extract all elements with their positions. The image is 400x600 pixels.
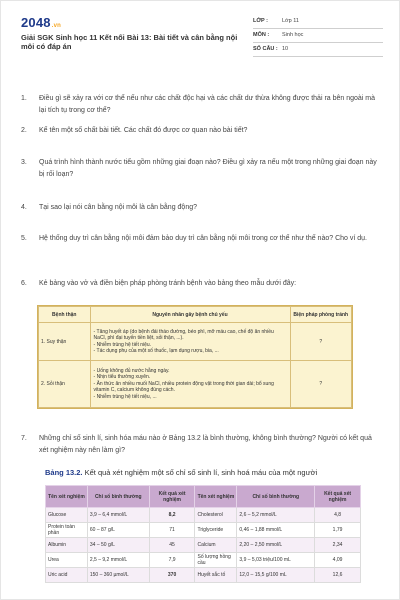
table-row [46, 538, 361, 553]
table-row [39, 361, 352, 408]
table-cell: Triglyceride [195, 523, 237, 538]
question-4: 4. Tại sao lại nói cân bằng nội môi là cân bằng động? [21, 204, 197, 211]
col-header: Kết quả xét nghiệm [315, 486, 361, 508]
meta-count: SỐ CÂU : 10 [253, 43, 383, 57]
question-7: 7. Những chỉ số sinh lí, sinh hóa máu nào ở Bảng 13.2 là bình thường, không bình thường? Người có kết quả xét nghiệm này nên làm gì? [21, 435, 372, 454]
col-header: Chỉ số bình thường [237, 486, 315, 508]
col-header: Tên xét nghiệm [46, 486, 88, 508]
table-row [46, 508, 361, 523]
disease-name: 2. Sỏi thận [39, 361, 91, 408]
table-cell: 0,46 – 1,88 mmol/L [237, 523, 315, 538]
table-cell: 3,9 – 5,03 triệu/100 mL [237, 553, 315, 568]
table-cell: 370 [149, 568, 195, 583]
cause-cell: - Uống không đủ nước hằng ngày. - Nhịn tiểu thường xuyên. - Ăn thức ăn nhiều muối NaCl, nhiều protein động vật trong thời gian dài; bổ sung vitamin C, calcium không đúng cách. - Nhiễm trùng hệ tiết niệu, ... [90, 361, 290, 408]
table-cell: 12,6 [315, 568, 361, 583]
table-cell: Calcium [195, 538, 237, 553]
table-row [46, 568, 361, 583]
table-cell: 60 – 87 g/L [87, 523, 149, 538]
question-5: 5. Hệ thống duy trì cân bằng nội môi đảm bảo duy trì cân bằng nội môi trong cơ thể như thế nào? Cho ví dụ. [21, 235, 367, 242]
col-header: Kết quả xét nghiệm [149, 486, 195, 508]
table-cell: Số lượng hồng cầu [195, 553, 237, 568]
cause-cell: - Tăng huyết áp (do bệnh đái tháo đường, béo phì, mỡ máu cao, chế độ ăn nhiều NaCl, phì đại tuyến tiền liệt, sỏi thận, ...). - Nhiễm trùng hệ tiết niệu. - Tác dụng phụ của một số thuốc, lạm dụng rượu, bia, ... [90, 323, 290, 361]
table-cell: Uric acid [46, 568, 88, 583]
col-header-prevention: Biện pháp phòng tránh [290, 307, 352, 323]
disease-name: 1. Suy thận [39, 323, 91, 361]
table-caption: Bảng 13.2. Kết quả xét nghiệm một số chỉ số sinh lí, sinh hoá máu của một người [45, 468, 318, 477]
meta-subject: MÔN : Sinh học [253, 29, 383, 43]
table-cell: 2,6 – 5,2 mmol/L [237, 508, 315, 523]
prevention-cell: ? [290, 323, 352, 361]
prevention-cell: ? [290, 361, 352, 408]
col-header: Chỉ số bình thường [87, 486, 149, 508]
meta-class: LỚP : Lớp 11 [253, 15, 383, 29]
table-cell: Albumin [46, 538, 88, 553]
table-cell: 34 – 50 g/L [87, 538, 149, 553]
page-header [21, 11, 383, 61]
question-6: 6. Kẻ bảng vào vở và điền biện pháp phòng tránh bệnh vào bảng theo mẫu dưới đây: [21, 280, 297, 287]
table-row [39, 323, 352, 361]
table-row [46, 523, 361, 538]
table-cell: Protein toàn phần [46, 523, 88, 538]
table-cell: 2,5 – 9,2 mmol/L [87, 553, 149, 568]
table-cell: Glucose [46, 508, 88, 523]
blood-test-table [45, 485, 361, 600]
document-title: Giải SGK Sinh học 11 Kết nối Bài 13: Bài tiết và cân bằng nội môi có đáp án [21, 33, 238, 51]
table-row [46, 553, 361, 568]
site-logo[interactable]: 2048.vn [21, 15, 62, 30]
table-cell: 150 – 360 µmol/L [87, 568, 149, 583]
table-cell: 4,8 [315, 508, 361, 523]
question-2: 2. Kể tên một số chất bài tiết. Các chất đó được cơ quan nào bài tiết? [21, 127, 248, 134]
kidney-disease-table [37, 305, 353, 409]
table-cell: 45 [149, 538, 195, 553]
table-cell: 7,9 [149, 553, 195, 568]
table-cell: 2,20 – 2,50 mmol/L [237, 538, 315, 553]
question-1: 1. Điều gì sẽ xảy ra với cơ thể nếu như các chất độc hại và các chất dư thừa không được thải ra bên ngoài mà lại tích tụ trong cơ thể? [21, 95, 376, 114]
table-cell: 3,9 – 6,4 mmol/L [87, 508, 149, 523]
table-cell: Huyết sắc tố [195, 568, 237, 583]
col-header-disease: Bệnh thận [39, 307, 91, 323]
table-cell: 71 [149, 523, 195, 538]
table-cell: 4,09 [315, 553, 361, 568]
question-3: 3. Quá trình hình thành nước tiểu gồm những giai đoạn nào? Điều gì xảy ra nếu một trong những giai đoạn này bị rối loạn? [21, 159, 377, 178]
table-cell: 1,79 [315, 523, 361, 538]
table-cell: 12,0 – 15,5 g/100 mL [237, 568, 315, 583]
meta-info [253, 15, 383, 57]
table-cell: 8,2 [149, 508, 195, 523]
table-cell: Cholesterol [195, 508, 237, 523]
col-header: Tên xét nghiệm [195, 486, 237, 508]
table-cell: Urea [46, 553, 88, 568]
col-header-cause: Nguyên nhân gây bệnh chủ yếu [90, 307, 290, 323]
table-cell: 2,34 [315, 538, 361, 553]
